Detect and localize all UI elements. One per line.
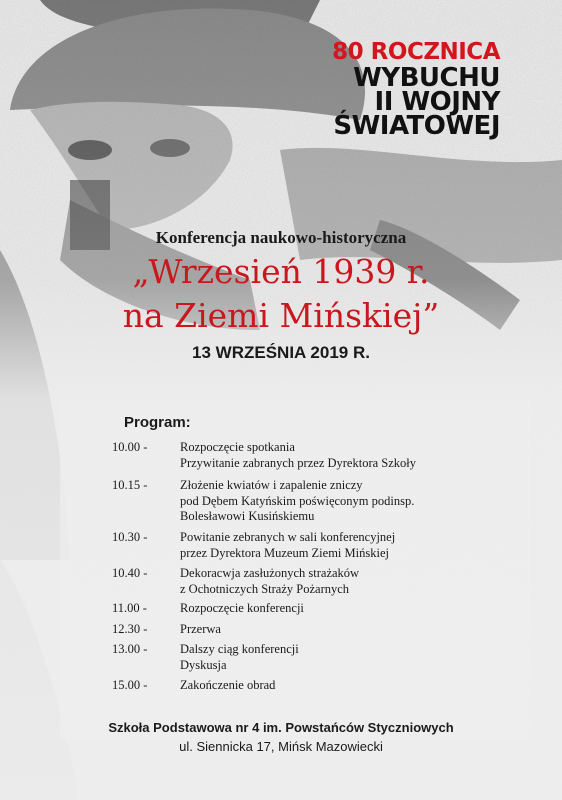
anniversary-badge [300, 39, 500, 141]
agenda-description [180, 601, 304, 617]
conference-subtitle: Konferencja naukowo-historyczna [155, 228, 407, 247]
school-address: ul. Siennicka 17, Mińsk Mazowiecki [179, 739, 383, 754]
agenda-line: Dekoracwja zasłużonych strażaków [180, 566, 360, 580]
agenda-item [112, 478, 414, 525]
agenda-time: 10.00 - [112, 440, 148, 454]
agenda-item [112, 622, 221, 638]
agenda-line: Rozpoczęcie konferencji [180, 601, 304, 615]
agenda-time: 10.30 - [112, 530, 148, 544]
agenda-item [112, 601, 304, 617]
agenda-line: Powitanie zebranych w sali konferencyjnej [180, 530, 396, 544]
conference-title [0, 250, 562, 338]
agenda-item [112, 678, 275, 694]
agenda-line: przez Dyrektora Muzeum Ziemi Mińskiej [180, 545, 389, 560]
agenda-description [180, 440, 416, 471]
event-date: 13 WRZEŚNIA 2019 R. [192, 343, 370, 362]
title-line-1: „Wrzesień 1939 r. [132, 252, 430, 291]
badge-line-3: II WOJNY [374, 87, 500, 117]
agenda-item [112, 530, 395, 561]
badge-line-2: WYBUCHU [353, 63, 500, 93]
agenda-line: Przerwa [180, 622, 221, 636]
agenda-item [112, 642, 299, 673]
agenda-item [112, 440, 416, 471]
agenda-line: Zakończenie obrad [180, 678, 276, 692]
agenda-time: 10.15 - [112, 478, 148, 492]
agenda-time: 12.30 - [112, 622, 148, 636]
program-label: Program: [124, 414, 191, 431]
agenda-line: Złożenie kwiatów i zapalenie zniczy [180, 478, 363, 492]
agenda-time: 11.00 - [112, 601, 147, 615]
agenda-description [180, 478, 414, 525]
agenda-description [180, 530, 395, 561]
title-line-2: na Ziemi Mińskiej” [122, 296, 440, 335]
agenda-description [180, 678, 275, 694]
badge-line-4: ŚWIATOWEJ [333, 111, 500, 141]
school-name: Szkoła Podstawowa nr 4 im. Powstańców Styczniowych [108, 720, 454, 735]
agenda-line: pod Dębem Katyńskim poświęconym podinsp. [180, 493, 415, 508]
badge-line-1: 80 ROCZNICA [332, 39, 500, 65]
agenda-line: z Ochotniczych Straży Pożarnych [180, 581, 350, 596]
agenda-item [112, 566, 359, 597]
agenda-line: Bolesławowi Kusińskiemu [180, 509, 315, 523]
agenda-description [180, 642, 299, 673]
agenda-line: Przywitanie zabranych przez Dyrektora Szkoły [180, 455, 417, 470]
agenda-time: 15.00 - [112, 678, 148, 692]
agenda-line: Rozpoczęcie spotkania [180, 440, 295, 454]
agenda-time: 13.00 - [112, 642, 148, 656]
agenda-line: Dyskusja [180, 657, 227, 672]
agenda-description [180, 566, 359, 597]
agenda-time: 10.40 - [112, 566, 148, 580]
agenda-description [180, 622, 221, 638]
agenda-line: Dalszy ciąg konferencji [180, 642, 299, 656]
